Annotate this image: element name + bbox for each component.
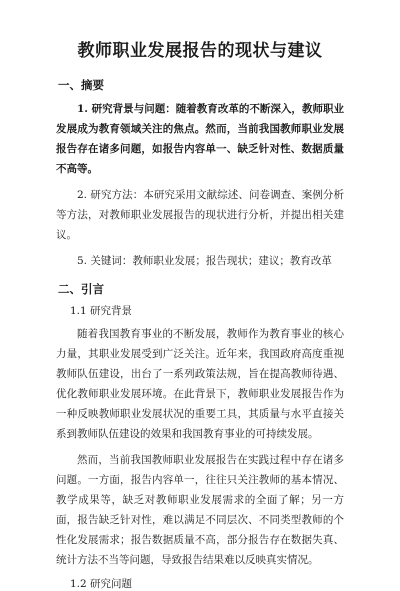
document-title: 教师职业发展报告的现状与建议 [77,41,323,61]
section-heading-intro: 二、引言 [58,282,104,296]
abstract-keywords: 5. 关键词：教师职业发展；报告现状；建议；教育改革 [77,255,332,267]
subsection-heading-background: 1.1 研究背景 [70,305,133,317]
abstract-paragraph-background: 1. 研究背景与问题：随着教育改革的不断深入，教师职业发展成为教育领域关注的焦点。然而，当前我国教师职业发展报告存在诸多问题，如报告内容单一、缺乏针对性、数据质量不高等。 [56,103,344,175]
section-heading-abstract: 一、摘要 [58,78,104,92]
intro-paragraph-1: 随着我国教育事业的不断发展，教师作为教育事业的核心力量，其职业发展受到广泛关注。近年来，我国政府高度重视教师队伍建设，出台了一系列政策法规，旨在提高教师待遇、优化教师职业发展环境。在此背景下，教师职业发展报告作为一种反映教师职业发展状况的重要工具，其质量与水平直接关系到教师队伍建设的效果和我国教育事业的可持续发展。 [56,328,344,440]
abstract-paragraph-method: 2. 研究方法：本研究采用文献综述、问卷调查、案例分析等方法，对教师职业发展报告的现状进行分析，并提出相关建议。 [56,189,344,241]
intro-paragraph-2: 然而，当前我国教师职业发展报告在实践过程中存在诸多问题。一方面，报告内容单一，往往只关注教师的基本情况、教学成果等，缺乏对教师职业发展需求的全面了解；另一方面，报告缺乏针对性，难以满足不同层次、不同类型教师的个性化发展需求；报告数据质量不高，部分报告存在数据失真、统计方法不当等问题，导致报告结果难以反映真实情况。 [56,454,344,566]
subsection-heading-questions: 1.2 研究问题 [70,578,133,590]
